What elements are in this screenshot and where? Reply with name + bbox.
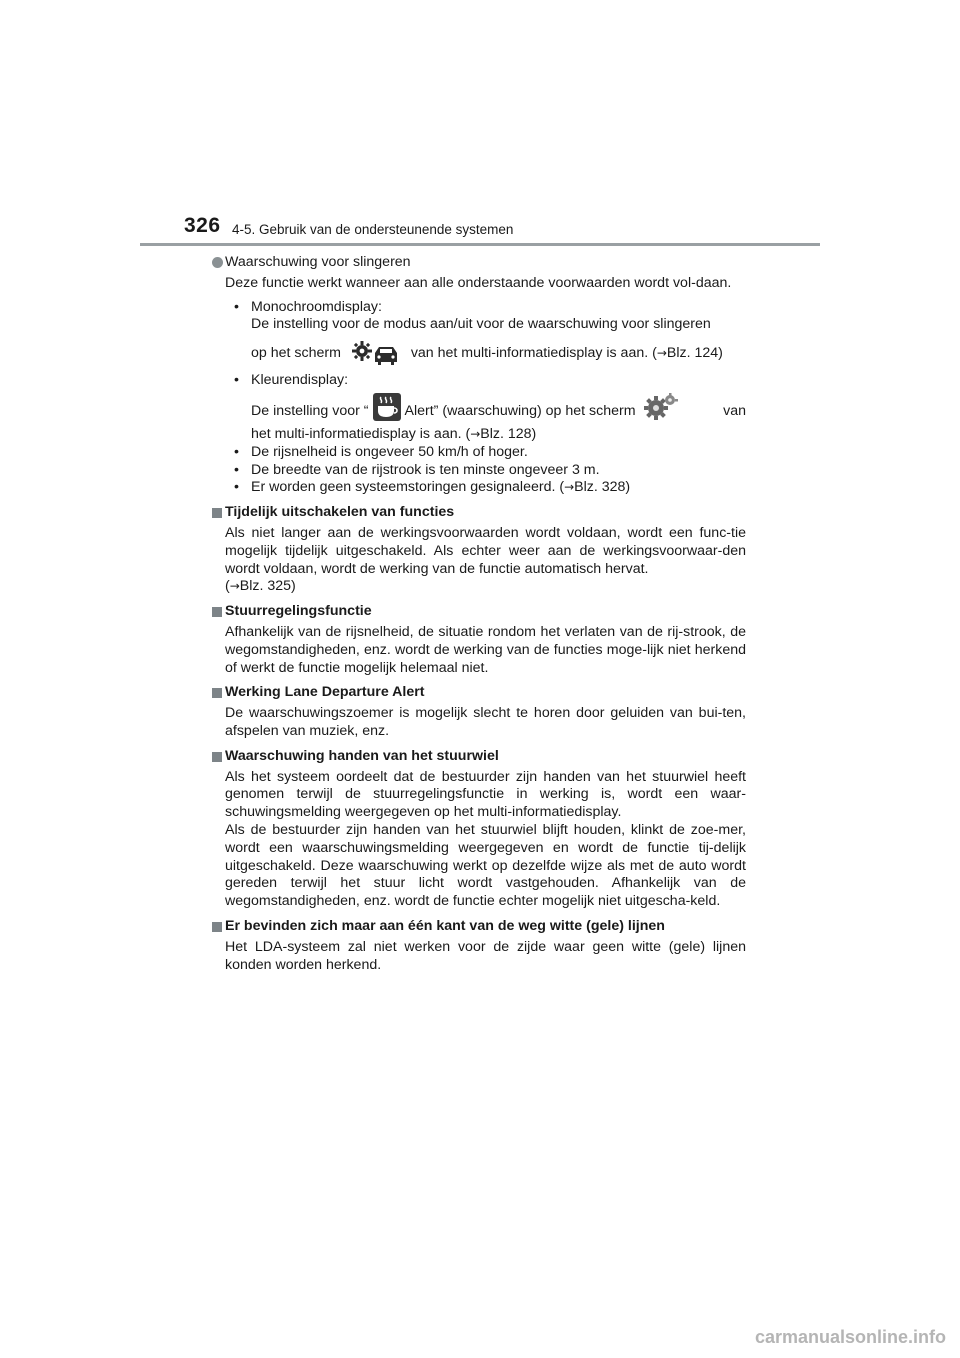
sway-warning-heading: Waarschuwing voor slingeren (212, 254, 746, 272)
section-heading-steering-control: Stuurregelingsfunctie (212, 603, 746, 621)
watermark: carmanualsonline.info (754, 1327, 946, 1347)
square-bullet-icon (212, 922, 222, 932)
section-heading-one-side-lines: Er bevinden zich maar aan één kant van de weg witte (gele) lijnen (212, 918, 746, 936)
section-heading-hands-off-warning: Waarschuwing handen van het stuurwiel (212, 748, 746, 766)
section-body-temporary-disable: Als niet langer aan de werkingsvoorwaarden wordt voldaan, wordt een func-tie mogelijk tijdelijk uitgeschakeld. Als echter weer aan de werkingsvoorwaar-den wordt voldaan, wordt de werking van de functie automatisch hervat. (→Blz. 325) (225, 524, 746, 595)
header-rule (140, 243, 820, 246)
section-body-one-side-lines: Het LDA-systeem zal niet werken voor de zijde waar geen witte (gele) lijnen konden worden herkend. (225, 938, 746, 973)
section-body-steering-control: Afhankelijk van de rijsnelheid, de situatie rondom het verlaten van de rij-strook, de wegomstandigheden, enz. wordt de werking van de functies moge-lijk niet herkend of werkt de functie mogelijk helemaal niet. (225, 623, 746, 676)
section-heading-lda-operation: Werking Lane Departure Alert (212, 684, 746, 702)
square-bullet-icon (212, 688, 222, 698)
mono-display-text: De instelling voor de modus aan/uit voor de waarschuwing voor slingeren op het scherm van het multi-informatiedisplay is aan. (→Blz. 124) (225, 316, 746, 368)
condition-speed: • De rijsnelheid is ongeveer 50 km/h of hoger. (234, 443, 528, 460)
color-display-text: De instelling voor “ Alert” (waarschuwing) op het scherm van het multi-informatiedisplay is aan. (→Blz. 128) (225, 396, 746, 444)
settings-gear-icon (644, 393, 678, 421)
condition-no-malfunction: • Er worden geen systeemstoringen gesignaleerd. (→Blz. 328) (234, 479, 631, 496)
page-content (212, 254, 746, 974)
page-number: 326 (184, 214, 221, 237)
condition-lane-width: • De breedte van de rijstrook is ten minste ongeveer 3 m. (234, 461, 600, 478)
display-conditions (212, 299, 746, 498)
color-display-item: • Kleurendisplay: (234, 372, 349, 389)
coffee-cup-icon (373, 393, 401, 421)
section-heading-temporary-disable: Tijdelijk uitschakelen van functies (212, 504, 746, 522)
square-bullet-icon (212, 607, 222, 617)
settings-vehicle-icon (351, 340, 401, 366)
square-bullet-icon (212, 752, 222, 762)
section-body-hands-off-warning: Als het systeem oordeelt dat de bestuurder zijn handen van het stuurwiel heeft genomen terwijl de stuurregelingsfunctie in werking is, wordt een waar-schuwingsmelding weergegeven op het multi-informatiedisplay. Als de bestuurder zijn handen van het stuurwiel blijft houden, klinkt de zoe-mer, wordt een waarschuwingsmelding weergegeven en wordt de functie tij-delijk uitgeschakeld. Deze waarschuwing werkt op dezelfde wijze als met de auto wordt gereden terwijl het stuur licht wordt vastgehouden. Afhankelijk van de wegomstandigheden, enz. wordt de functie echter mogelijk niet uitgescha-keld. (225, 768, 746, 910)
section-body-lda-operation: De waarschuwingszoemer is mogelijk slecht te horen door geluiden van bui-ten, afspelen van muziek, enz. (225, 705, 746, 739)
chapter-title: 4-5. Gebruik van de ondersteunende systemen (232, 222, 514, 237)
sway-intro: Deze functie werkt wanneer aan alle onderstaande voorwaarden wordt vol-daan. (225, 274, 732, 291)
mono-display-item: • Monochroomdisplay: (234, 298, 382, 315)
square-bullet-icon (212, 508, 222, 518)
circle-bullet-icon (212, 257, 223, 268)
